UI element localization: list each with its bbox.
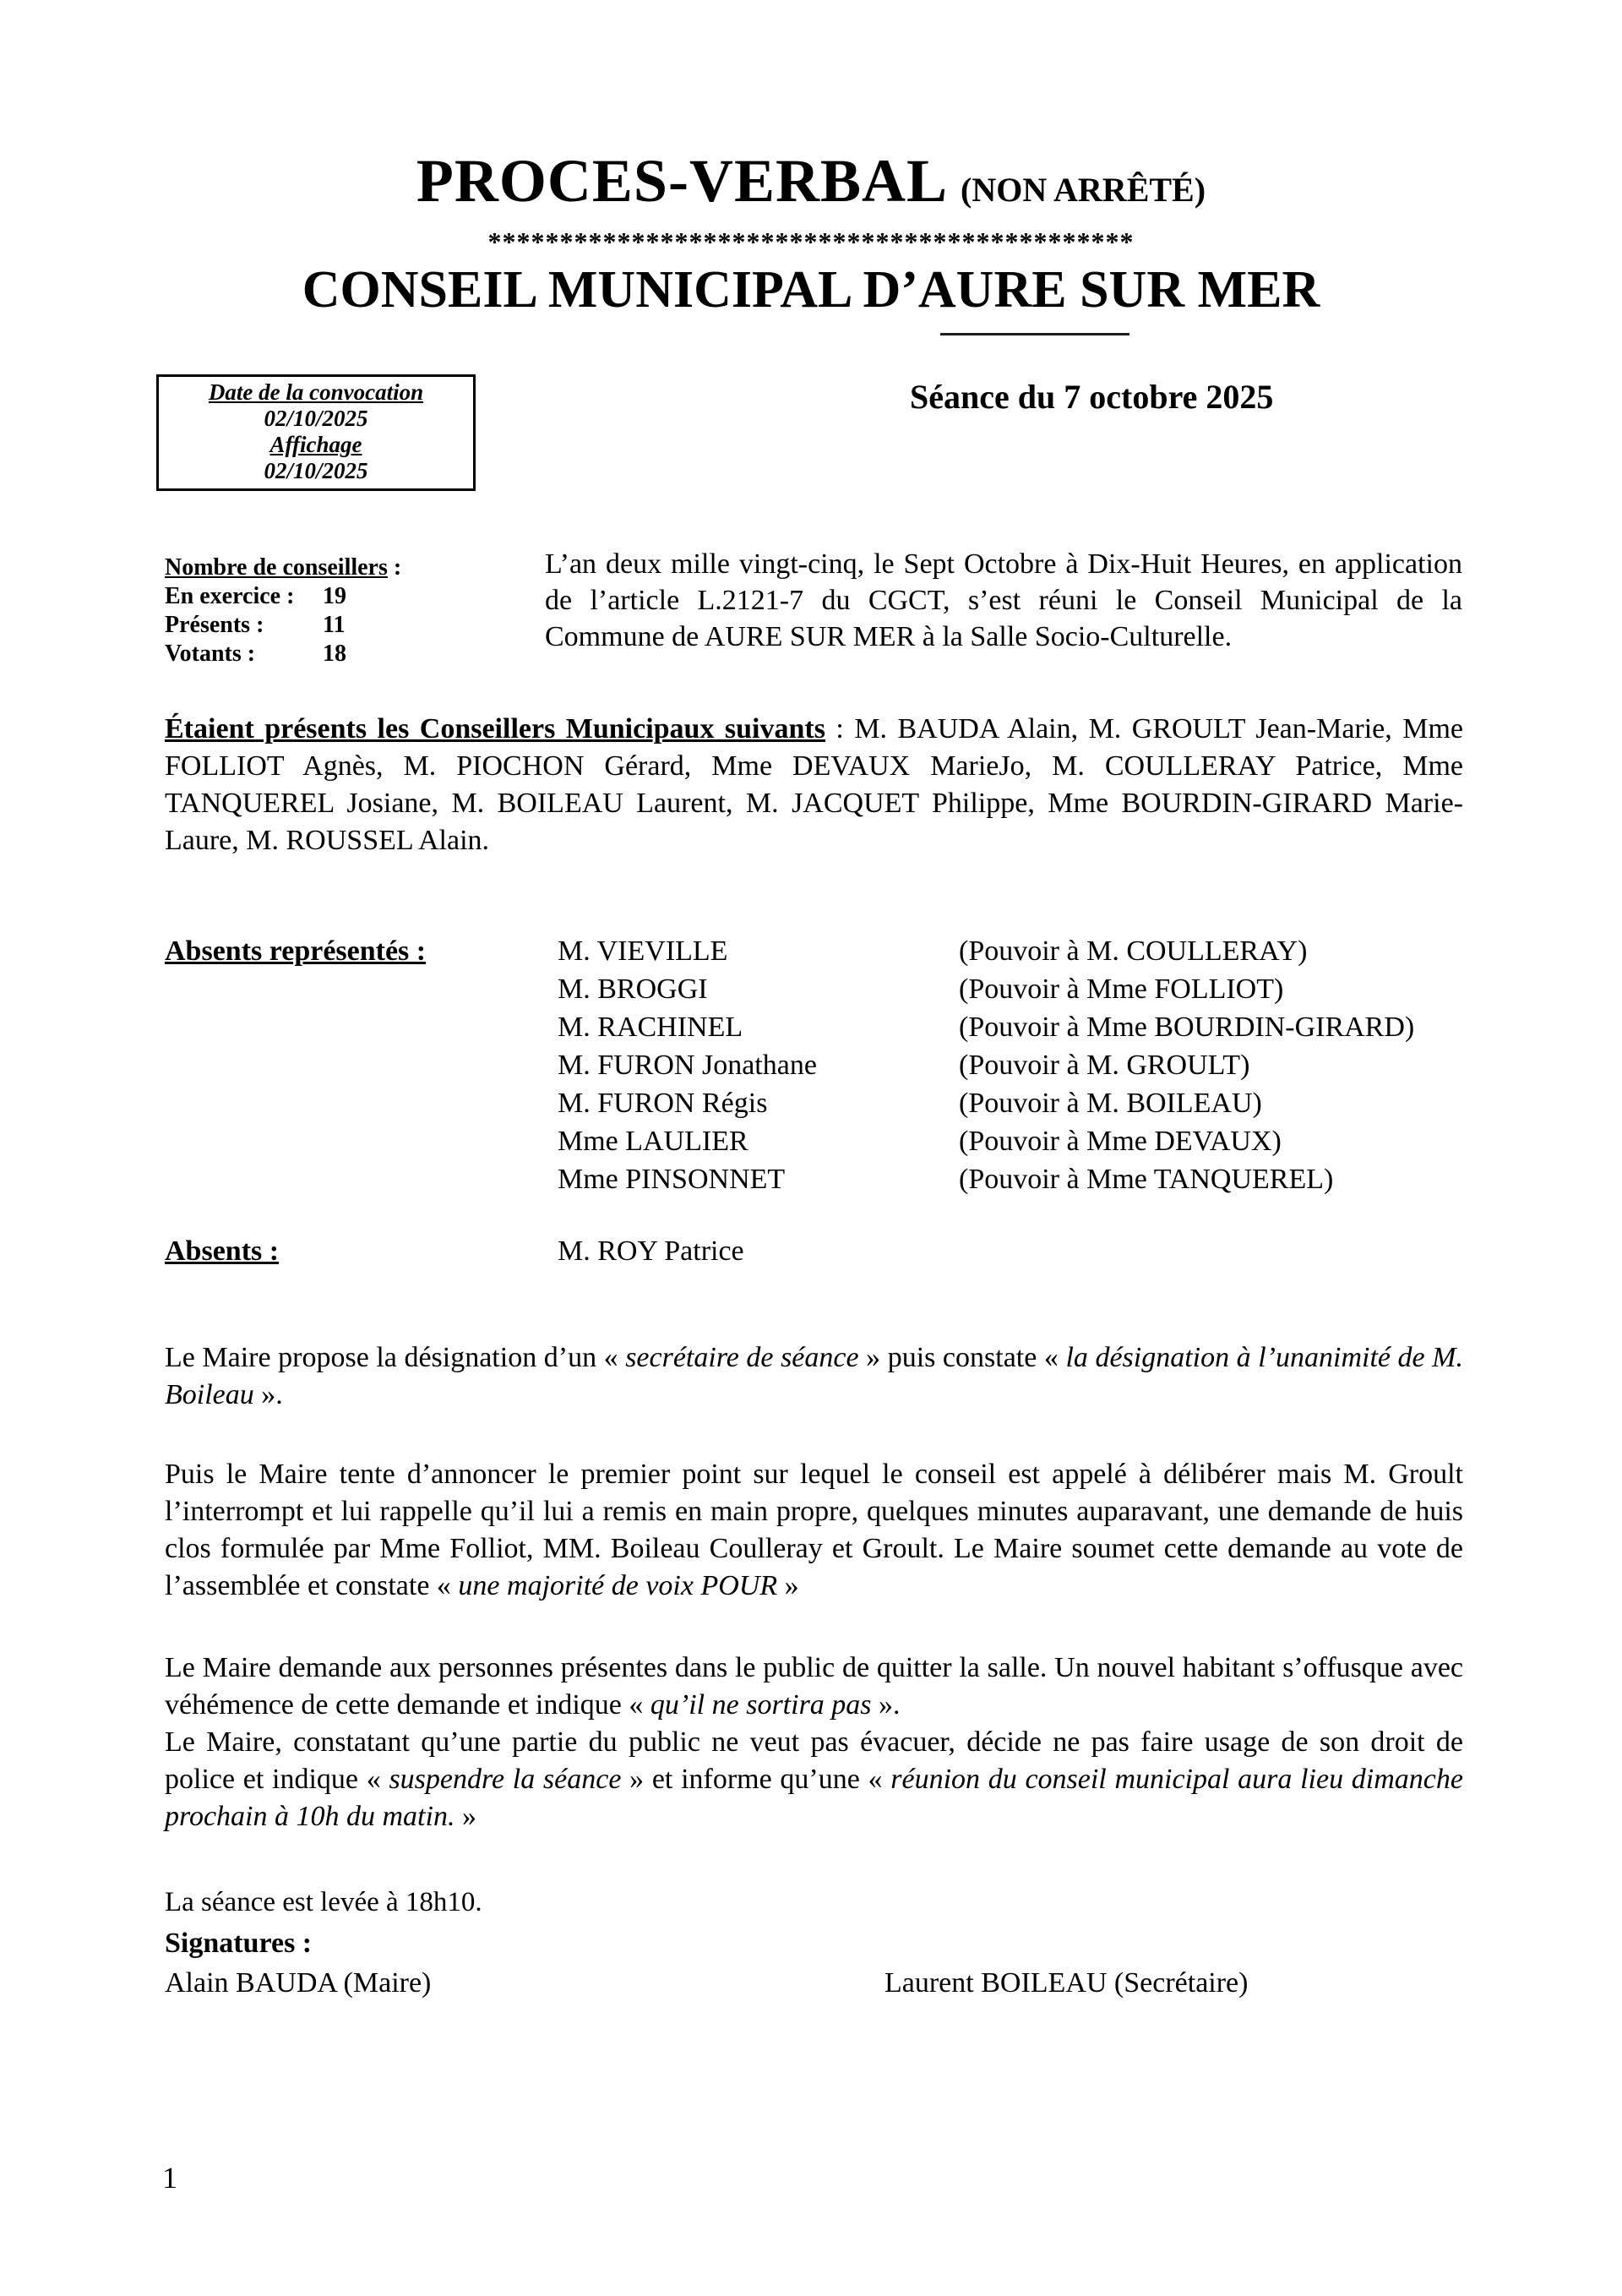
text-segment: ». <box>253 1379 283 1410</box>
counter-value: 11 <box>323 612 346 638</box>
proxy-info: (Pouvoir à M. BOILEAU) <box>959 1088 1262 1119</box>
proxy-info: (Pouvoir à Mme TANQUEREL) <box>959 1164 1334 1195</box>
text-segment: Le Maire, constatant qu’une partie du public ne veut pas évacuer, décide ne pas faire usage de son droit de police et indique « <box>165 1726 1463 1795</box>
absents-represented-label: Absents représentés : <box>165 935 427 967</box>
text-segment-italic: qu’il ne sortira pas <box>650 1689 872 1721</box>
main-title <box>0 145 1622 226</box>
counter-label: En exercice : <box>165 583 295 609</box>
text-segment-italic: une majorité de voix POUR <box>458 1570 778 1601</box>
counters-heading: Nombre de conseillers : <box>165 554 402 581</box>
text-segment: » <box>454 1801 476 1832</box>
affichage-date-value: 02/10/2025 <box>264 458 368 483</box>
signature-secretaire: Laurent BOILEAU (Secrétaire) <box>884 1967 1249 1999</box>
absent-name: Mme PINSONNET <box>558 1164 786 1195</box>
subtitle-rule <box>940 333 1129 335</box>
absents-section <box>165 1232 1463 1270</box>
title-status-suffix: (NON ARRÊTÉ) <box>961 171 1206 209</box>
affichage-label: Affichage <box>269 432 362 457</box>
text-segment-italic: la désignation à l’unanimité de M. Boileau <box>165 1342 1464 1410</box>
absent-row <box>165 1084 1463 1122</box>
proxy-info: (Pouvoir à M. COULLERAY) <box>959 935 1308 967</box>
absent-name: Mme LAULIER <box>558 1126 748 1157</box>
intro-paragraph: L’an deux mille vingt-cinq, le Sept Octobre à Dix-Huit Heures, en application de l’article L.2121-7 du CGCT, s’est réuni le Conseil Municipal de la Commune de AURE SUR MER à la Salle Socio-Culturelle. <box>545 548 1462 652</box>
counter-value: 18 <box>323 641 346 667</box>
counter-row-presents <box>165 611 570 640</box>
absent-row <box>165 1122 1463 1160</box>
proxy-info: (Pouvoir à Mme BOURDIN-GIRARD) <box>959 1012 1415 1043</box>
text-segment: » et informe qu’une « <box>621 1764 891 1795</box>
document-subtitle: CONSEIL MUNICIPAL D’AURE SUR MER <box>302 261 1320 319</box>
proxy-info: (Pouvoir à Mme DEVAUX) <box>959 1126 1282 1157</box>
session-title: Séance du 7 octobre 2025 <box>910 378 1274 416</box>
absents-represented-section <box>165 932 1463 1198</box>
page-number: 1 <box>162 2161 177 2195</box>
signature-maire: Alain BAUDA (Maire) <box>165 1967 432 1999</box>
counter-value: 19 <box>323 583 346 609</box>
signatures-row <box>165 1967 1463 2010</box>
closing-time: La séance est levée à 18h10. <box>165 1887 482 1917</box>
counter-label: Votants : <box>165 641 256 667</box>
counters-block <box>165 554 570 668</box>
paragraph-secretary <box>165 1339 1463 1414</box>
presents-names: : M. BAUDA Alain, M. GROULT Jean-Marie, Mme FOLLIOT Agnès, M. PIOCHON Gérard, Mme DEVAUX MarieJo, M. COULLERAY Patrice, Mme TANQUEREL Josiane, M. BOILEAU Laurent, M. JACQUET Philippe, Mme BOURDIN-GIRARD Marie-Laure, M. ROUSSEL Alain. <box>165 713 1463 856</box>
absent-row <box>165 1046 1463 1084</box>
absent-name: M. FURON Régis <box>558 1088 768 1119</box>
convocation-box <box>156 374 476 491</box>
text-segment: Le Maire demande aux personnes présentes dans le public de quitter la salle. Un nouvel habitant s’offusque avec véhémence de cette demande et indique « <box>165 1652 1463 1721</box>
main-title-text: PROCES-VERBAL <box>416 147 945 215</box>
text-segment: Le Maire propose la désignation d’un « <box>165 1342 626 1373</box>
counter-label: Présents : <box>165 612 264 638</box>
text-segment: » <box>777 1570 799 1601</box>
text-segment: ». <box>871 1689 901 1721</box>
paragraph-public-block <box>165 1650 1463 1835</box>
absent-row <box>165 932 1463 970</box>
text-segment-italic: suspendre la séance <box>389 1764 622 1795</box>
absent-name: M. FURON Jonathane <box>558 1050 817 1081</box>
signatures-heading: Signatures : <box>165 1928 313 1959</box>
title-block <box>0 145 1622 320</box>
absent-name: M. VIEVILLE <box>558 935 728 967</box>
paragraph-public <box>165 1650 1463 1724</box>
text-segment-italic: secrétaire de séance <box>625 1342 859 1373</box>
absents-label: Absents : <box>165 1235 280 1267</box>
absent-name: M. ROY Patrice <box>558 1235 744 1267</box>
counter-row-exercice <box>165 582 570 611</box>
absent-row <box>165 1008 1463 1046</box>
absent-row <box>165 1160 1463 1198</box>
text-segment: » puis constate « <box>858 1342 1066 1373</box>
paragraph-huis-clos <box>165 1456 1463 1605</box>
absent-row <box>165 970 1463 1008</box>
absent-name: M. BROGGI <box>558 973 708 1005</box>
paragraph-suspension <box>165 1724 1463 1835</box>
absent-row <box>165 1232 1463 1270</box>
presents-paragraph <box>165 711 1463 859</box>
text-segment-italic: réunion du conseil municipal aura lieu dimanche prochain à 10h du matin. <box>165 1764 1463 1832</box>
stars-divider: ********************************************* <box>487 226 1135 257</box>
proxy-info: (Pouvoir à M. GROULT) <box>959 1050 1250 1081</box>
text-segment: Puis le Maire tente d’annoncer le premier point sur lequel le conseil est appelé à délibérer mais M. Groult l’interrompt et lui rappelle qu’il lui a remis en main propre, quelques minutes auparavant, une demande de huis clos formulée par Mme Folliot, MM. Boileau Coulleray et Groult. Le Maire soumet cette demande au vote de l’assemblée et constate « <box>165 1459 1463 1601</box>
proxy-info: (Pouvoir à Mme FOLLIOT) <box>959 973 1284 1005</box>
presents-label: Étaient présents les Conseillers Municipaux suivants <box>165 713 825 744</box>
convocation-date-label: Date de la convocation <box>208 379 424 405</box>
counter-row-votants <box>165 640 570 668</box>
absent-name: M. RACHINEL <box>558 1012 743 1043</box>
convocation-date-value: 02/10/2025 <box>264 406 368 431</box>
